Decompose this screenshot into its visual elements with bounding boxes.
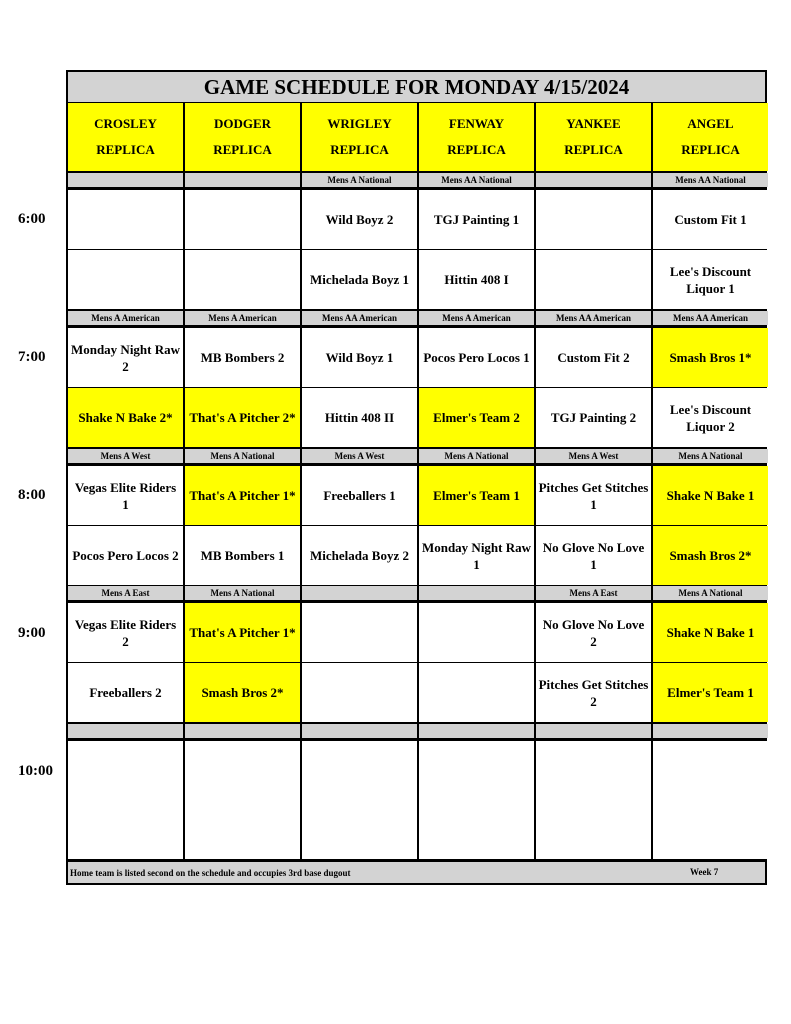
division-label [419, 724, 534, 738]
division-label: Mens A National [653, 586, 768, 600]
division-label: Mens A West [68, 449, 183, 463]
game-slot: No Glove No Love 1 [536, 526, 651, 585]
schedule-title: GAME SCHEDULE FOR MONDAY 4/15/2024 [68, 72, 765, 102]
game-slot: That's A Pitcher 1* [185, 466, 300, 525]
game-slot [536, 250, 651, 309]
game-slot: Lee's Discount Liquor 2 [653, 388, 768, 447]
game-slot: Michelada Boyz 2 [302, 526, 417, 585]
game-slot: Hittin 408 II [302, 388, 417, 447]
game-slot: That's A Pitcher 1* [185, 603, 300, 662]
division-label [302, 586, 417, 600]
division-label: Mens AA American [302, 311, 417, 325]
game-slot: Pitches Get Stitches 1 [536, 466, 651, 525]
field-name: WRIGLEY [327, 116, 392, 131]
field-subtitle: REPLICA [447, 142, 506, 157]
game-slot: Shake N Bake 1 [653, 603, 768, 662]
division-label [536, 724, 651, 738]
time-label: 9:00 [18, 625, 46, 641]
game-slot: That's A Pitcher 2* [185, 388, 300, 447]
game-slot: Pocos Pero Locos 1 [419, 328, 534, 387]
division-label: Mens AA American [653, 311, 768, 325]
division-label: Mens A National [185, 449, 300, 463]
field-name: YANKEE [566, 116, 621, 131]
division-label: Mens A National [185, 586, 300, 600]
game-slot [536, 741, 651, 859]
game-slot [419, 741, 534, 859]
game-slot: Lee's Discount Liquor 1 [653, 250, 768, 309]
time-label: 8:00 [18, 487, 46, 503]
game-slot: Elmer's Team 1 [653, 663, 768, 722]
game-slot: Wild Boyz 1 [302, 328, 417, 387]
field-header-dodger [185, 103, 300, 171]
division-label: Mens A National [302, 173, 417, 187]
game-slot [68, 250, 183, 309]
field-name: CROSLEY [94, 116, 157, 131]
game-slot [185, 741, 300, 859]
game-slot: Wild Boyz 2 [302, 190, 417, 249]
game-slot: MB Bombers 2 [185, 328, 300, 387]
game-slot [419, 663, 534, 722]
division-label [68, 724, 183, 738]
division-label: Mens A American [68, 311, 183, 325]
field-subtitle: REPLICA [96, 142, 155, 157]
division-label [653, 724, 768, 738]
game-slot: Smash Bros 2* [185, 663, 300, 722]
field-subtitle: REPLICA [564, 142, 623, 157]
time-label: 6:00 [18, 211, 46, 227]
game-slot [302, 741, 417, 859]
game-slot [185, 250, 300, 309]
game-slot: Shake N Bake 2* [68, 388, 183, 447]
game-slot: Shake N Bake 1 [653, 466, 768, 525]
game-slot: Monday Night Raw 2 [68, 328, 183, 387]
game-slot [185, 190, 300, 249]
field-header-crosley [68, 103, 183, 171]
division-label: Mens A American [419, 311, 534, 325]
game-slot: Hittin 408 I [419, 250, 534, 309]
division-label: Mens A National [653, 449, 768, 463]
game-slot: TGJ Painting 2 [536, 388, 651, 447]
division-label [302, 724, 417, 738]
field-header-fenway [419, 103, 534, 171]
time-label: 10:00 [18, 763, 53, 779]
field-name: FENWAY [448, 116, 505, 131]
schedule-table [66, 70, 767, 885]
field-header-angel [653, 103, 768, 171]
division-label [536, 173, 651, 187]
game-slot: MB Bombers 1 [185, 526, 300, 585]
field-name: DODGER [213, 116, 272, 131]
division-label [185, 173, 300, 187]
division-label: Mens A West [536, 449, 651, 463]
game-slot: No Glove No Love 2 [536, 603, 651, 662]
game-slot: Michelada Boyz 1 [302, 250, 417, 309]
field-subtitle: REPLICA [681, 142, 740, 157]
game-slot [419, 603, 534, 662]
game-slot: Vegas Elite Riders 2 [68, 603, 183, 662]
footer-note: Home team is listed second on the schedule and occupies 3rd base dugout [68, 862, 765, 883]
division-label: Mens A East [68, 586, 183, 600]
game-slot: Elmer's Team 1 [419, 466, 534, 525]
game-slot: Pocos Pero Locos 2 [68, 526, 183, 585]
game-slot [302, 603, 417, 662]
division-label: Mens A East [536, 586, 651, 600]
field-name: ANGEL [687, 116, 734, 131]
division-label: Mens A West [302, 449, 417, 463]
week-label: Week 7 [690, 867, 719, 877]
game-slot: Freeballers 2 [68, 663, 183, 722]
field-header-yankee [536, 103, 651, 171]
division-label [185, 724, 300, 738]
division-label: Mens AA National [653, 173, 768, 187]
game-slot: Custom Fit 2 [536, 328, 651, 387]
division-label: Mens A American [185, 311, 300, 325]
game-slot [68, 741, 183, 859]
division-label: Mens AA American [536, 311, 651, 325]
game-slot [653, 741, 768, 859]
division-label: Mens A National [419, 449, 534, 463]
game-slot [68, 190, 183, 249]
field-subtitle: REPLICA [213, 142, 272, 157]
division-label: Mens AA National [419, 173, 534, 187]
game-slot: Monday Night Raw 1 [419, 526, 534, 585]
game-slot: Vegas Elite Riders 1 [68, 466, 183, 525]
game-slot [536, 190, 651, 249]
field-subtitle: REPLICA [330, 142, 389, 157]
game-slot: Elmer's Team 2 [419, 388, 534, 447]
game-slot: Custom Fit 1 [653, 190, 768, 249]
game-slot: Freeballers 1 [302, 466, 417, 525]
game-slot [302, 663, 417, 722]
time-label: 7:00 [18, 349, 46, 365]
game-slot: TGJ Painting 1 [419, 190, 534, 249]
game-slot: Smash Bros 2* [653, 526, 768, 585]
division-label [68, 173, 183, 187]
game-slot: Pitches Get Stitches 2 [536, 663, 651, 722]
field-header-wrigley [302, 103, 417, 171]
division-label [419, 586, 534, 600]
game-slot: Smash Bros 1* [653, 328, 768, 387]
